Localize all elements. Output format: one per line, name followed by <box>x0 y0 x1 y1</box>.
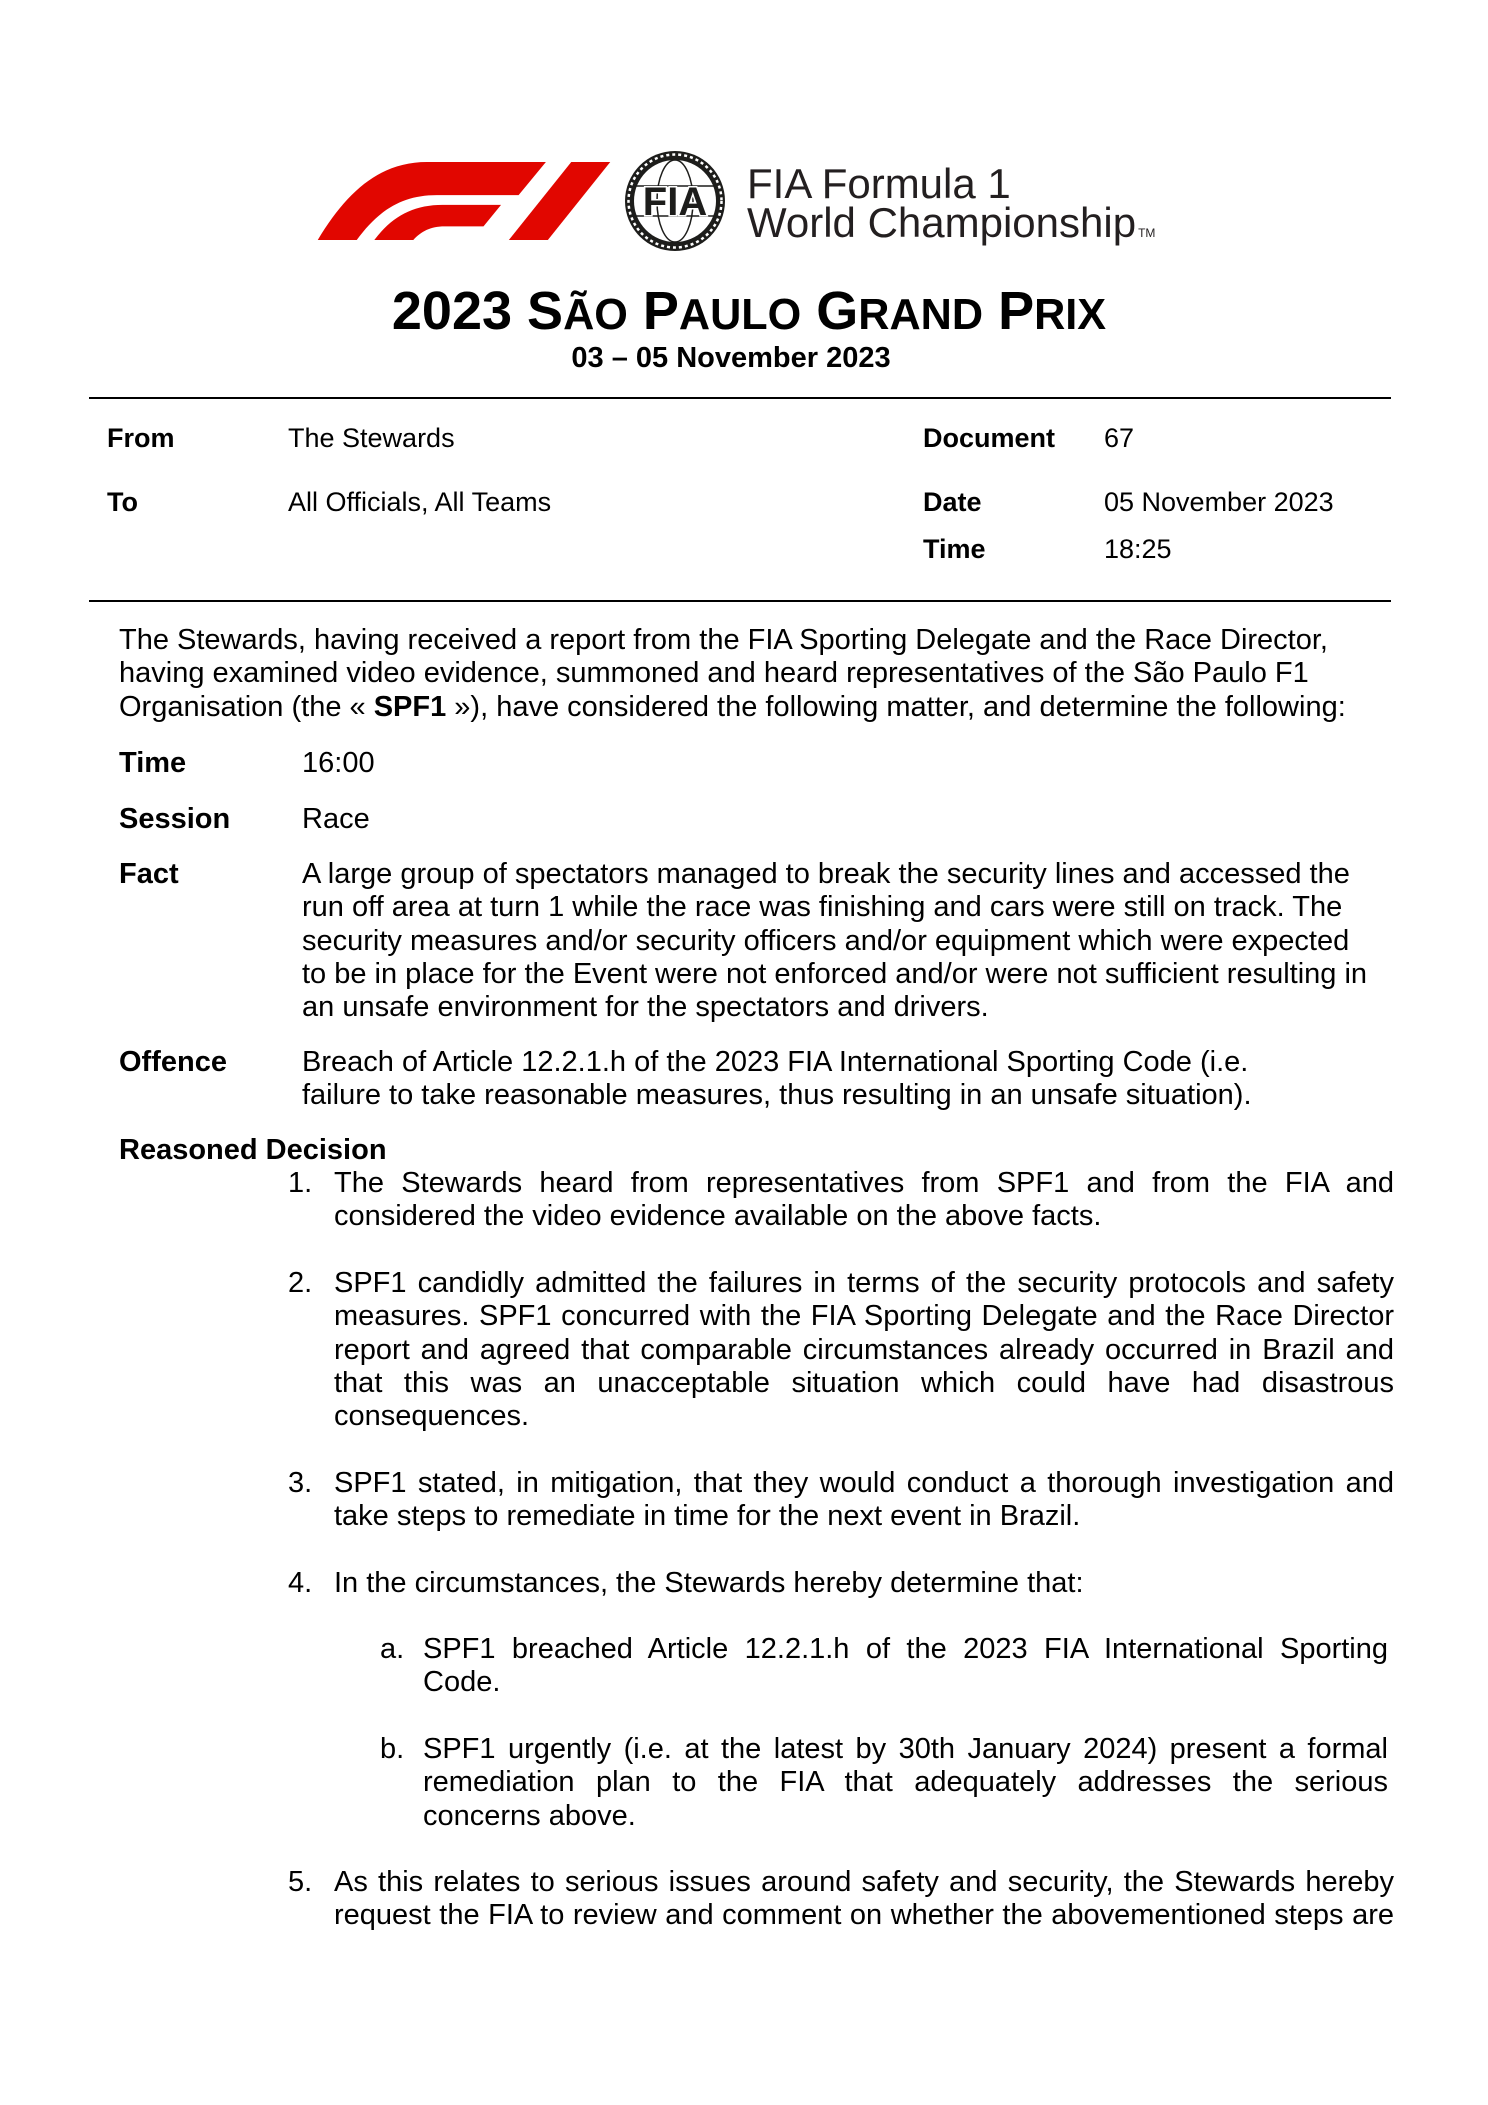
detail-time-value: 16:00 <box>302 747 375 779</box>
detail-time-label: Time <box>119 747 187 779</box>
f1-logo-f-top <box>318 162 546 240</box>
title-word-smallcaps: AULO <box>678 291 802 339</box>
wordmark-line-2-text: World Championship <box>747 199 1137 246</box>
detail-session-label: Session <box>119 803 231 835</box>
reasoned-decision-heading: Reasoned Decision <box>119 1134 387 1166</box>
decision-subitem-letter: a. <box>380 1633 405 1665</box>
decision-item-number: 2. <box>288 1267 313 1299</box>
decision-item-number: 1. <box>288 1167 313 1199</box>
detail-session-value: Race <box>302 803 370 835</box>
championship-wordmark <box>747 160 1156 253</box>
document-number: 67 <box>1104 423 1135 453</box>
intro-spf1-abbreviation: SPF1 <box>373 690 447 723</box>
badge-lettering: FIA <box>642 180 708 224</box>
title-word-smallcaps: RIX <box>1034 291 1107 339</box>
time-label: Time <box>923 534 986 564</box>
wordmark-line-2 <box>747 199 1156 253</box>
detail-offence-value: Breach of Article 12.2.1.h of the 2023 FIA International Sporting Code (i.e. failure to take reasonable measures, thus resulting in an unsafe situation). <box>302 1046 1252 1112</box>
fia-badge-icon <box>624 150 726 252</box>
event-dates: 03 – 05 November 2023 <box>571 342 891 374</box>
decision-item-text: As this relates to serious issues around safety and security, the Stewards hereby request the FIA to review and comment on whether the abovementioned steps are <box>334 1866 1394 1932</box>
detail-fact-label: Fact <box>119 858 179 890</box>
intro-text-before: The Stewards, having received a report from the FIA Sporting Delegate and the Race Director, having examined video evidence, summoned and heard representatives of the São Paulo F1 Organisation (the « <box>119 624 1328 723</box>
decision-item-number: 5. <box>288 1866 313 1898</box>
decision-subitem-letter: b. <box>380 1733 405 1765</box>
intro-paragraph <box>119 624 1369 724</box>
to-label: To <box>107 487 138 517</box>
intro-text-after: »), have considered the following matter, and determine the following: <box>446 690 1346 723</box>
detail-fact-value: A large group of spectators managed to break the security lines and accessed the run off area at turn 1 while the race was finishing and cars were still on track. The security measures and/or security officers and/or equipment which were expected to be in place for the Event were not enforced and/or were not sufficient resulting in an unsafe environment for the spectators and drivers. <box>302 858 1368 1024</box>
title-word-smallcaps: ÃO <box>563 291 628 339</box>
document-label: Document <box>923 423 1056 453</box>
decision-subitem-text: SPF1 breached Article 12.2.1.h of the 2023 FIA International Sporting Code. <box>423 1633 1388 1699</box>
detail-offence-label: Offence <box>119 1046 227 1078</box>
decision-item-text: In the circumstances, the Stewards hereby determine that: <box>334 1567 1084 1599</box>
header-top-rule <box>89 397 1391 399</box>
f1-logo-f-bar <box>374 205 501 240</box>
date-value: 05 November 2023 <box>1104 487 1334 517</box>
decision-item-text: The Stewards heard from representatives from SPF1 and from the FIA and considered the video evidence available on the above facts. <box>334 1167 1394 1233</box>
decision-item-number: 3. <box>288 1467 313 1499</box>
decision-item-text: SPF1 stated, in mitigation, that they would conduct a thorough investigation and take steps to remediate in time for the next event in Brazil. <box>334 1467 1394 1533</box>
f1-logo-icon <box>315 162 613 240</box>
event-title: 2023 SÃO PAULO GRAND PRIX <box>391 281 1107 341</box>
header-bottom-rule <box>89 600 1391 602</box>
decision-subitem-text: SPF1 urgently (i.e. at the latest by 30th January 2024) present a formal remediation plan to the FIA that adequately addresses the serious concerns above. <box>423 1733 1388 1832</box>
date-label: Date <box>923 487 982 517</box>
time-value: 18:25 <box>1104 534 1172 564</box>
decision-item-text: SPF1 candidly admitted the failures in terms of the security protocols and safety measures. SPF1 concurred with the FIA Sporting Delegate and the Race Director report and agreed that comparable circumstances already occurred in Brazil and that this was an unacceptable situation which could have had disastrous consequences. <box>334 1267 1394 1433</box>
wordmark-line-1: FIA Formula 1 <box>747 160 1011 207</box>
decision-item-number: 4. <box>288 1567 313 1599</box>
to-value: All Officials, All Teams <box>288 487 552 517</box>
trademark-mark: TM <box>1138 226 1156 240</box>
title-word-smallcaps: RAND <box>858 291 984 339</box>
from-label: From <box>107 423 175 453</box>
from-value: The Stewards <box>288 423 455 453</box>
